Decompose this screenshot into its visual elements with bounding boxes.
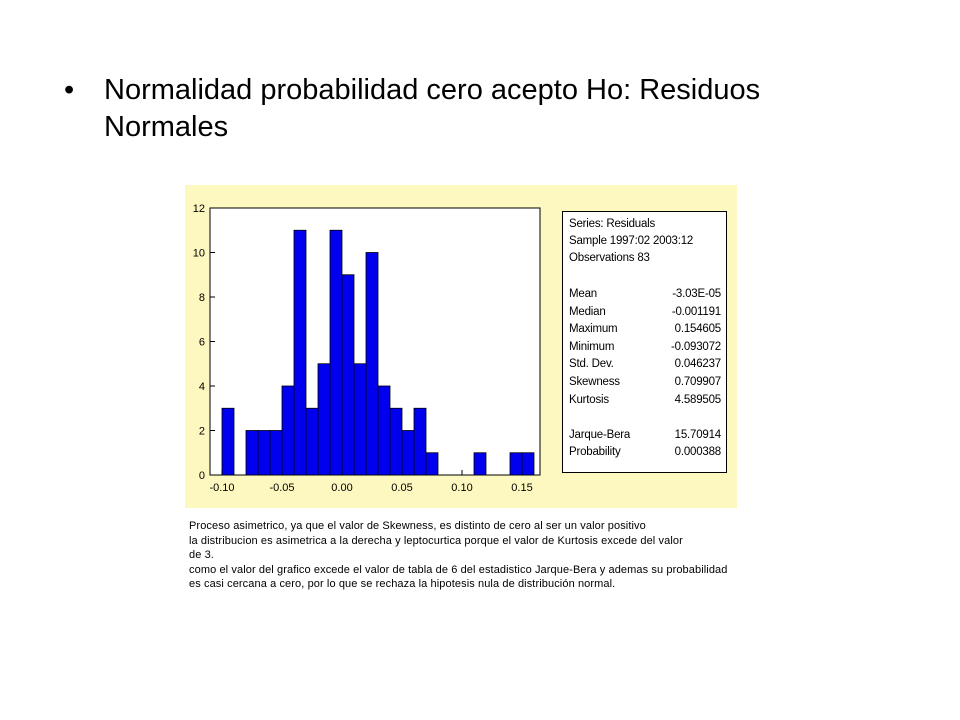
stat-value: 0.000388	[674, 446, 721, 458]
histogram-bar	[378, 386, 390, 475]
y-tick-label: 8	[198, 292, 205, 304]
note-line: es casi cercana a cero, por lo que se rechaza la hipotesis nula de distribución normal.	[189, 578, 616, 590]
x-tick-label: -0.05	[269, 482, 295, 494]
histogram-bar	[366, 253, 378, 476]
histogram-bar	[354, 364, 366, 475]
stat-value: -0.093072	[671, 341, 721, 353]
stat-row-probability	[569, 446, 721, 461]
stat-row-skewness	[569, 376, 721, 391]
x-tick-label: 0.10	[451, 482, 473, 494]
histogram-bar	[414, 408, 426, 475]
x-tick-label: -0.10	[209, 482, 235, 494]
stat-label: Probability	[569, 446, 621, 458]
histogram-bar	[222, 408, 234, 475]
histogram-bar	[246, 431, 258, 476]
bullet-text: Normalidad probabilidad cero acepto Ho: Residuos Normales	[104, 74, 761, 143]
stat-label: Median	[569, 306, 606, 318]
y-tick-label: 0	[198, 470, 205, 482]
histogram-bar	[474, 453, 486, 475]
stat-row-maximum	[569, 323, 721, 338]
histogram-bar	[402, 431, 414, 476]
stat-row-kurtosis	[569, 394, 721, 409]
histogram-bar	[294, 230, 306, 475]
histogram-bar	[330, 230, 342, 475]
stat-label: Std. Dev.	[569, 358, 614, 370]
y-tick-label: 2	[198, 425, 205, 438]
interpretation-note	[189, 519, 889, 592]
histogram-bar	[390, 408, 402, 475]
histogram-bar	[510, 453, 522, 475]
histogram-bar	[342, 275, 354, 475]
stats-observations: Observations 83	[569, 252, 650, 264]
stat-row-jarque-bera	[569, 429, 721, 444]
eviews-output-panel	[185, 185, 737, 508]
y-tick-label: 6	[198, 336, 205, 349]
y-tick-label: 10	[192, 247, 205, 260]
stats-series: Series: Residuals	[569, 218, 656, 230]
histogram-bar	[270, 431, 282, 476]
descriptive-stats-box	[562, 211, 727, 473]
bullet-dot: •	[64, 74, 75, 106]
histogram-bar	[258, 431, 270, 476]
histogram-bar	[282, 386, 294, 475]
note-line: como el valor del grafico excede el valor de tabla de 6 del estadistico Jarque-Bera y ademas su probabilidad	[189, 563, 728, 576]
stat-row-std-dev	[569, 358, 721, 373]
x-tick-label: 0.05	[391, 482, 413, 494]
stat-value: -0.001191	[671, 306, 721, 318]
stats-sample: Sample 1997:02 2003:12	[569, 235, 694, 247]
note-line: la distribucion es asimetrica a la derecha y leptocurtica porque el valor de Kurtosis excede del valor	[189, 534, 683, 547]
stat-label: Skewness	[569, 376, 620, 388]
histogram-bar	[306, 408, 318, 475]
x-tick-label: 0.15	[511, 482, 533, 494]
stat-label: Minimum	[569, 341, 615, 353]
y-tick-label: 12	[192, 203, 205, 215]
stat-row-minimum	[569, 341, 721, 356]
stat-value: 15.70914	[674, 429, 721, 441]
stat-label: Kurtosis	[569, 394, 609, 406]
stat-label: Mean	[569, 288, 597, 300]
x-tick-label: 0.00	[331, 482, 353, 494]
y-tick-label: 4	[198, 381, 205, 393]
stat-value: 0.046237	[674, 358, 721, 370]
note-line: Proceso asimetrico, ya que el valor de Skewness, es distinto de cero al ser un valor positivo	[189, 520, 646, 532]
stat-value: 0.709907	[674, 376, 721, 388]
stat-value: 0.154605	[674, 323, 721, 335]
stat-row-median	[569, 306, 721, 321]
stat-value: 4.589505	[674, 394, 721, 406]
histogram-bar	[318, 364, 330, 475]
stat-label: Jarque-Bera	[569, 429, 631, 441]
stat-row-mean	[569, 288, 721, 303]
histogram-bar	[426, 453, 438, 475]
stat-value: -3.03E-05	[672, 288, 721, 300]
residuals-histogram	[185, 185, 555, 508]
histogram-bar	[522, 453, 534, 475]
note-line: de 3.	[189, 549, 214, 561]
stat-label: Maximum	[569, 323, 618, 335]
